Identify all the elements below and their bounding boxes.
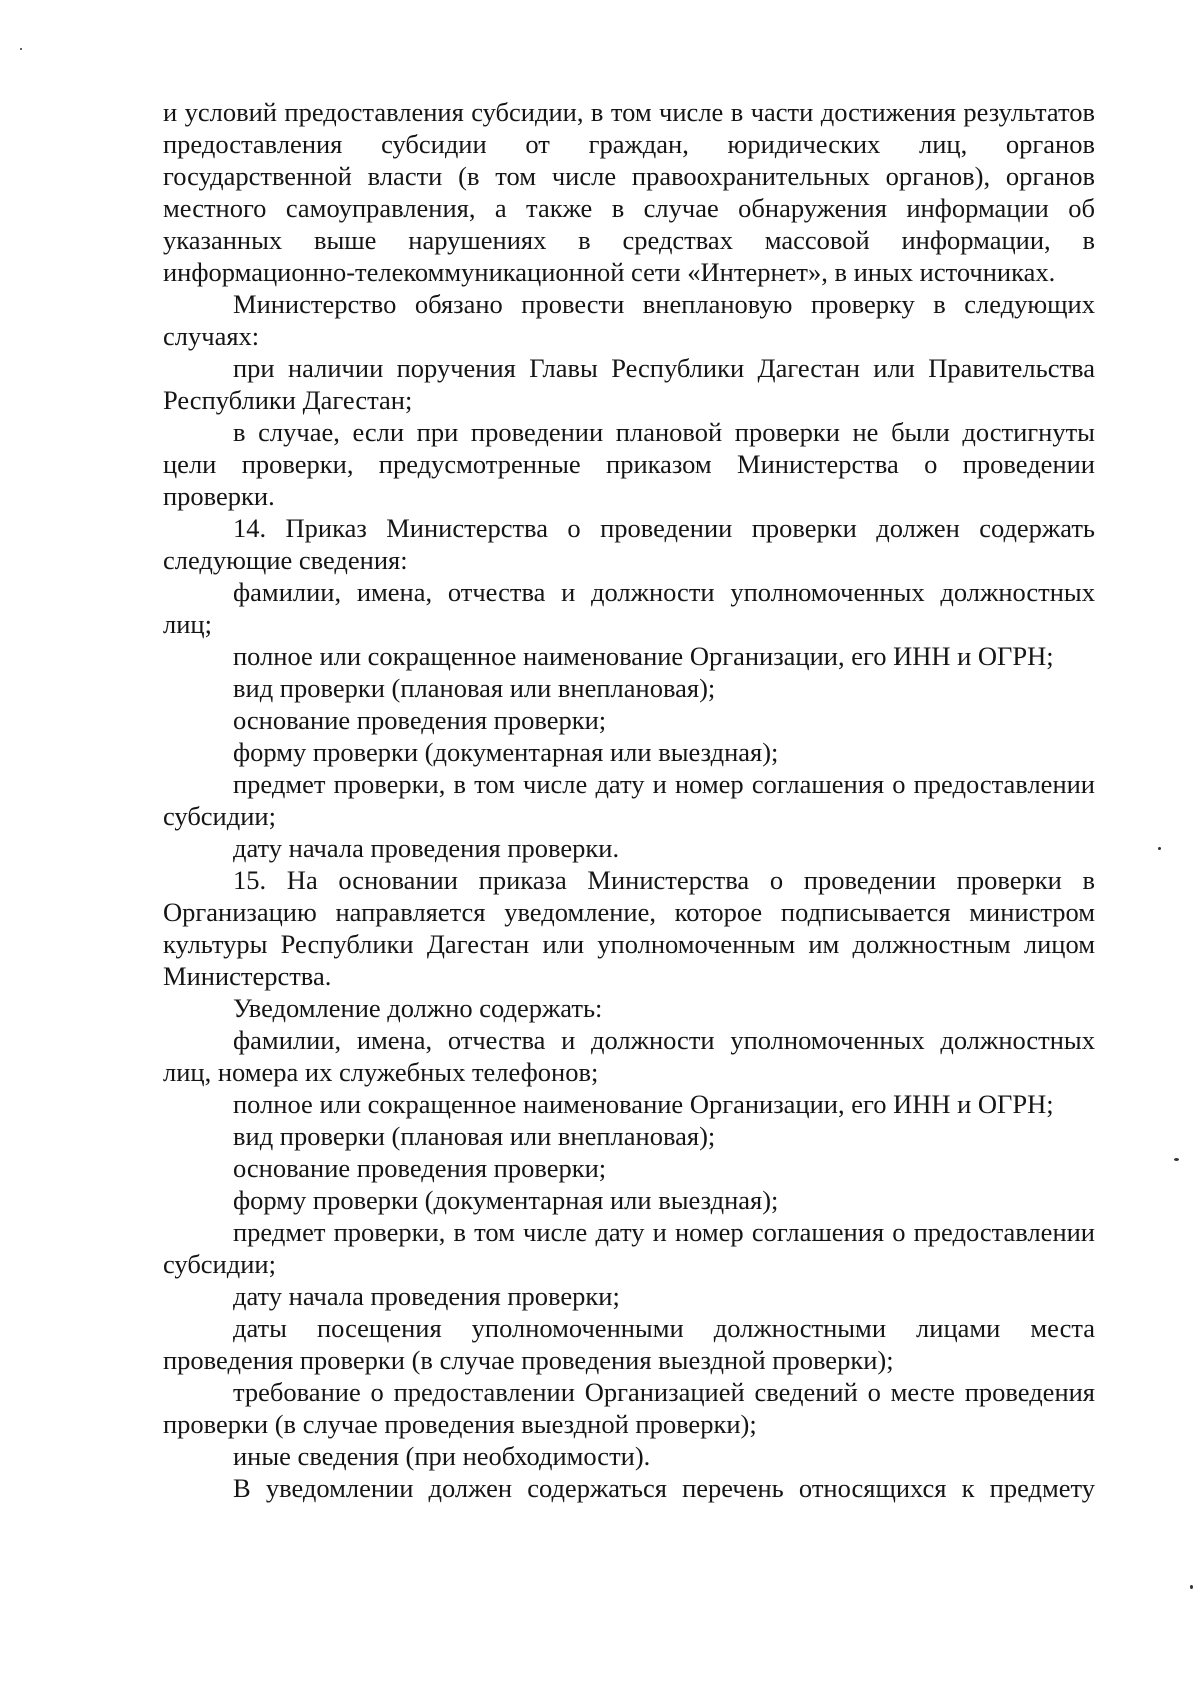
paragraph-notice-contents: Уведомление должно содержать: — [233, 993, 603, 1023]
paragraph-list-item: дату начала проведения проверки; — [233, 1281, 620, 1311]
paragraph-list-item: вид проверки (плановая или внеплановая); — [233, 673, 716, 703]
paragraph-continuation: и условий предоставления субсидии, в том числе в части достижения результатов предоставления субсидии от граждан, юридических лиц, органов государственной власти (в том числе правоохранительных органов), органов местного самоуправления, а также в случае обнаружения информации об указанных выше нарушениях в средствах массовой информации, в информационно-телекоммуникационной сети «Интернет», в иных источниках. — [163, 97, 1095, 287]
paragraph-list-item: предмет проверки, в том числе дату и номер соглашения о предоставлении субсидии; — [163, 769, 1095, 831]
scan-speck — [1158, 847, 1161, 850]
paragraph-list-item: иные сведения (при необходимости). — [233, 1441, 651, 1471]
document-body — [163, 96, 1095, 1504]
paragraph-list-item: форму проверки (документарная или выездная); — [233, 737, 779, 767]
scan-speck — [1190, 1585, 1193, 1589]
paragraph-list-item: полное или сокращенное наименование Организации, его ИНН и ОГРН; — [233, 1089, 1054, 1119]
paragraph-list-item: форму проверки (документарная или выездная); — [233, 1185, 779, 1215]
paragraph-list-item: требование о предоставлении Организацией сведений о месте проведения проверки (в случае проведения выездной проверки); — [163, 1377, 1095, 1439]
paragraph-list-item: основание проведения проверки; — [233, 1153, 607, 1183]
paragraph-unscheduled-check: Министерство обязано провести внеплановую проверку в следующих случаях: — [163, 289, 1095, 351]
paragraph-list-item: при наличии поручения Главы Республики Дагестан или Правительства Республики Дагестан; — [163, 353, 1095, 415]
paragraph-clause-14: 14. Приказ Министерства о проведении проверки должен содержать следующие сведения: — [163, 513, 1095, 575]
paragraph-list-item: предмет проверки, в том числе дату и номер соглашения о предоставлении субсидии; — [163, 1217, 1095, 1279]
scan-speck — [1174, 1158, 1179, 1161]
paragraph-list-item: дату начала проведения проверки. — [233, 833, 620, 863]
paragraph-list-item: полное или сокращенное наименование Организации, его ИНН и ОГРН; — [233, 641, 1054, 671]
scan-speck — [20, 48, 22, 50]
paragraph-list-item: фамилии, имена, отчества и должности уполномоченных должностных лиц, номера их служебных телефонов; — [163, 1025, 1095, 1087]
paragraph-list-item: вид проверки (плановая или внеплановая); — [233, 1121, 716, 1151]
paragraph-list-item: основание проведения проверки; — [233, 705, 607, 735]
paragraph-notice-list: В уведомлении должен содержаться перечень относящихся к предмету — [233, 1473, 1095, 1503]
paragraph-list-item: в случае, если при проведении плановой проверки не были достигнуты цели проверки, предусмотренные приказом Министерства о проведении проверки. — [163, 417, 1095, 511]
paragraph-list-item: фамилии, имена, отчества и должности уполномоченных должностных лиц; — [163, 577, 1095, 639]
paragraph-list-item: даты посещения уполномоченными должностными лицами места проведения проверки (в случае проведения выездной проверки); — [163, 1313, 1095, 1375]
paragraph-clause-15: 15. На основании приказа Министерства о проведении проверки в Организацию направляется уведомление, которое подписывается министром культуры Республики Дагестан или уполномоченным им должностным лицом Министерства. — [163, 865, 1095, 991]
